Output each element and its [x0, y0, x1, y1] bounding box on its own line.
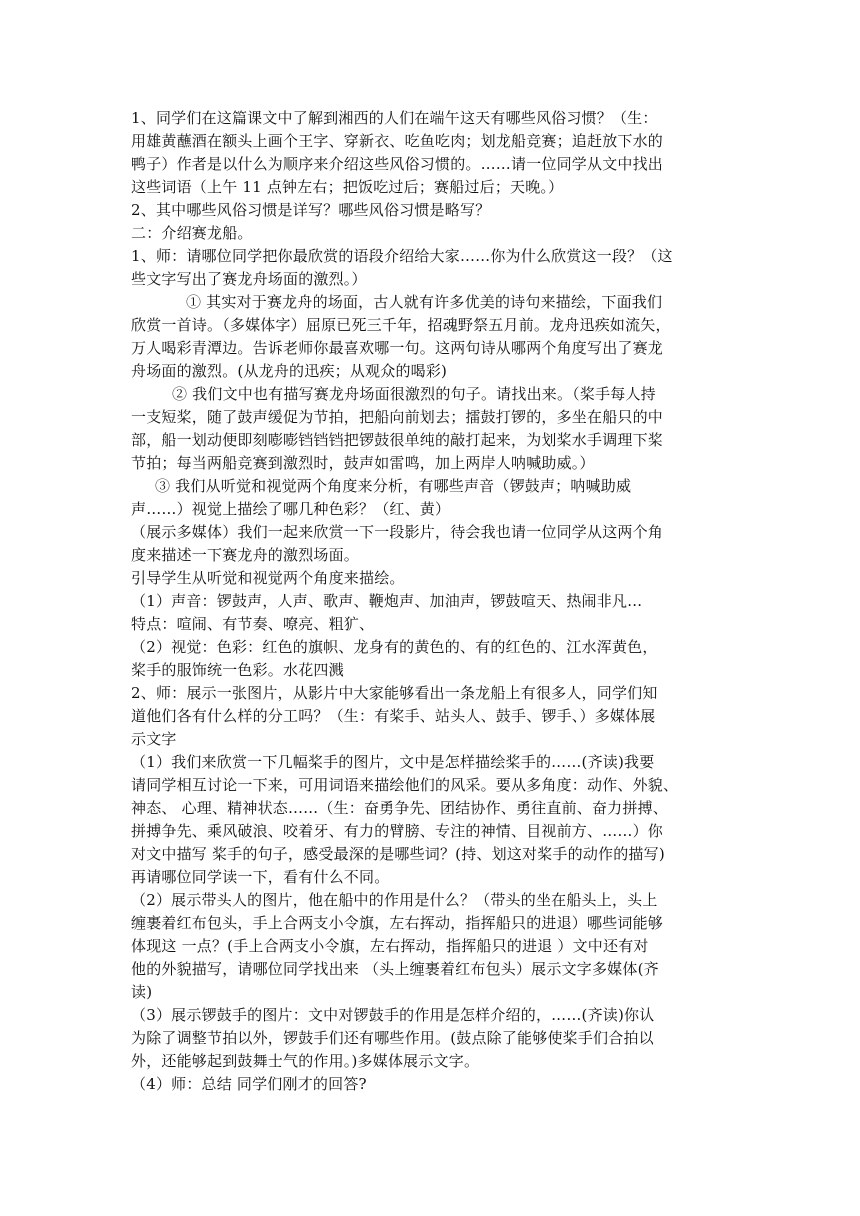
- text-line: 用雄黄蘸酒在额头上画个王字、穿新衣、吃鱼吃肉；划龙船竞赛；追赶放下水的: [131, 132, 664, 150]
- text-line: 这些词语（上午 11 点钟左右；把饭吃过后；赛船过后；天晚。）: [131, 178, 564, 196]
- text-line: 鸭子）作者是以什么为顺序来介绍这些风俗习惯的。……请一位同学从文中找出: [131, 155, 664, 173]
- text-line: 外，还能够起到鼓舞士气的作用。)多媒体展示文字。: [131, 1052, 480, 1070]
- text-line: （1）我们来欣赏一下几幅桨手的图片，文中是怎样描绘桨手的……(齐读)我要: [131, 753, 655, 771]
- text-line: 体现这 一点？(手上合两支小令旗，左右挥动，指挥船只的进退 ）文中还有对: [131, 937, 649, 955]
- text-line: 他的外貌描写，请哪位同学找出来 （头上缠裹着红布包头）展示文字多媒体(齐: [131, 960, 659, 978]
- text-line: 引导学生从听觉和视觉两个角度来描绘。: [131, 569, 405, 587]
- text-line: 神态、 心理、精神状态……（生：奋勇争先、团结协作、勇往直前、奋力拼搏、: [131, 799, 668, 817]
- text-line: 万人喝彩青潭边。告诉老师你最喜欢哪一句。这两句诗从哪两个角度写出了赛龙: [131, 339, 664, 357]
- text-line: 对文中描写 桨手的句子，感受最深的是哪些词？(持、划这对桨手的动作的描写): [131, 845, 665, 863]
- text-line: 拼搏争先、乘风破浪、咬着牙、有力的臂膀、专注的神情、目视前方、……）你: [131, 822, 664, 840]
- text-line: （3）展示锣鼓手的图片：文中对锣鼓手的作用是怎样介绍的，……(齐读)你认: [131, 1006, 655, 1024]
- text-line: 1、师：请哪位同学把你最欣赏的语段介绍给大家……你为什么欣赏这一段？（这: [131, 247, 673, 265]
- text-line: ③ 我们从听觉和视觉两个角度来分析，有哪些声音（锣鼓声；呐喊助威: [155, 477, 632, 495]
- text-line: 读): [131, 983, 153, 1001]
- text-line: 些文字写出了赛龙舟场面的激烈。）: [131, 270, 367, 288]
- text-line: 为除了调整节拍以外，锣鼓手们还有哪些作用。(鼓点除了能够使桨手们合拍以: [131, 1029, 654, 1047]
- text-line: （展示多媒体）我们一起来欣赏一下一段影片，待会我也请一位同学从这两个角: [131, 523, 664, 541]
- text-line: （4）师：总结 同学们刚才的回答?: [131, 1075, 367, 1093]
- text-line: ② 我们文中也有描写赛龙舟场面很激烈的句子。请找出来。（桨手每人持: [172, 385, 656, 403]
- text-line: 2、师：展示一张图片，从影片中大家能够看出一条龙船上有很多人，同学们知: [131, 684, 658, 702]
- text-line: （2）视觉：色彩：红色的旗帜、龙身有的黄色的、有的红色的、江水浑黄色，: [131, 638, 658, 656]
- text-line: 特点：喧闹、有节奏、嘹亮、粗犷、: [131, 615, 375, 633]
- text-line: 2、其中哪些风俗习惯是详写？哪些风俗习惯是略写？: [131, 201, 491, 219]
- text-line: ① 其实对于赛龙舟的场面，古人就有许多优美的诗句来描绘，下面我们: [186, 293, 663, 311]
- text-line: 请同学相互讨论一下来，可用词语来描绘他们的风采。要从多角度：动作、外貌、: [131, 776, 679, 794]
- text-line: 示文字: [131, 730, 177, 748]
- text-line: 声……）视觉上描绘了哪几种色彩？（红、黄）: [131, 500, 451, 518]
- text-line: 节拍；每当两船竞赛到激烈时，鼓声如雷鸣，加上两岸人呐喊助威。）: [131, 454, 595, 472]
- text-line: 欣赏一首诗。（多媒体字）屈原已死三千年，招魂野祭五月前。龙舟迅疾如流矢，: [131, 316, 671, 334]
- text-line: 缠裹着红布包头，手上合两支小令旗，左右挥动，指挥船只的进退）哪些词能够: [131, 914, 664, 932]
- text-line: 桨手的服饰统一色彩。水花四溅: [131, 661, 344, 679]
- text-line: 舟场面的激烈。(从龙舟的迅疾；从观众的喝彩): [131, 362, 448, 380]
- text-line: 1、同学们在这篇课文中了解到湘西的人们在端午这天有哪些风俗习惯？（生：: [131, 109, 658, 127]
- text-line: 二：介绍赛龙船。: [131, 224, 253, 242]
- text-line: 再请哪位同学读一下，看有什么不同。: [131, 868, 390, 886]
- text-line: （1）声音：锣鼓声，人声、歌声、鞭炮声、加油声，锣鼓喧天、热闹非凡…: [131, 592, 643, 610]
- text-line: 一支短桨，随了鼓声缓促为节拍，把船向前划去；擂鼓打锣的，多坐在船只的中: [131, 408, 664, 426]
- text-line: （2）展示带头人的图片，他在船中的作用是什么？（带头的坐在船头上，头上: [131, 891, 658, 909]
- text-line: 部，船一划动便即刻嘭嘭铛铛铛把锣鼓很单纯的敲打起来，为划桨水手调理下桨: [131, 431, 664, 449]
- text-line: 度来描述一下赛龙舟的激烈场面。: [131, 546, 360, 564]
- text-line: 道他们各有什么样的分工吗？（生：有桨手、站头人、鼓手、锣手、）多媒体展: [131, 707, 656, 725]
